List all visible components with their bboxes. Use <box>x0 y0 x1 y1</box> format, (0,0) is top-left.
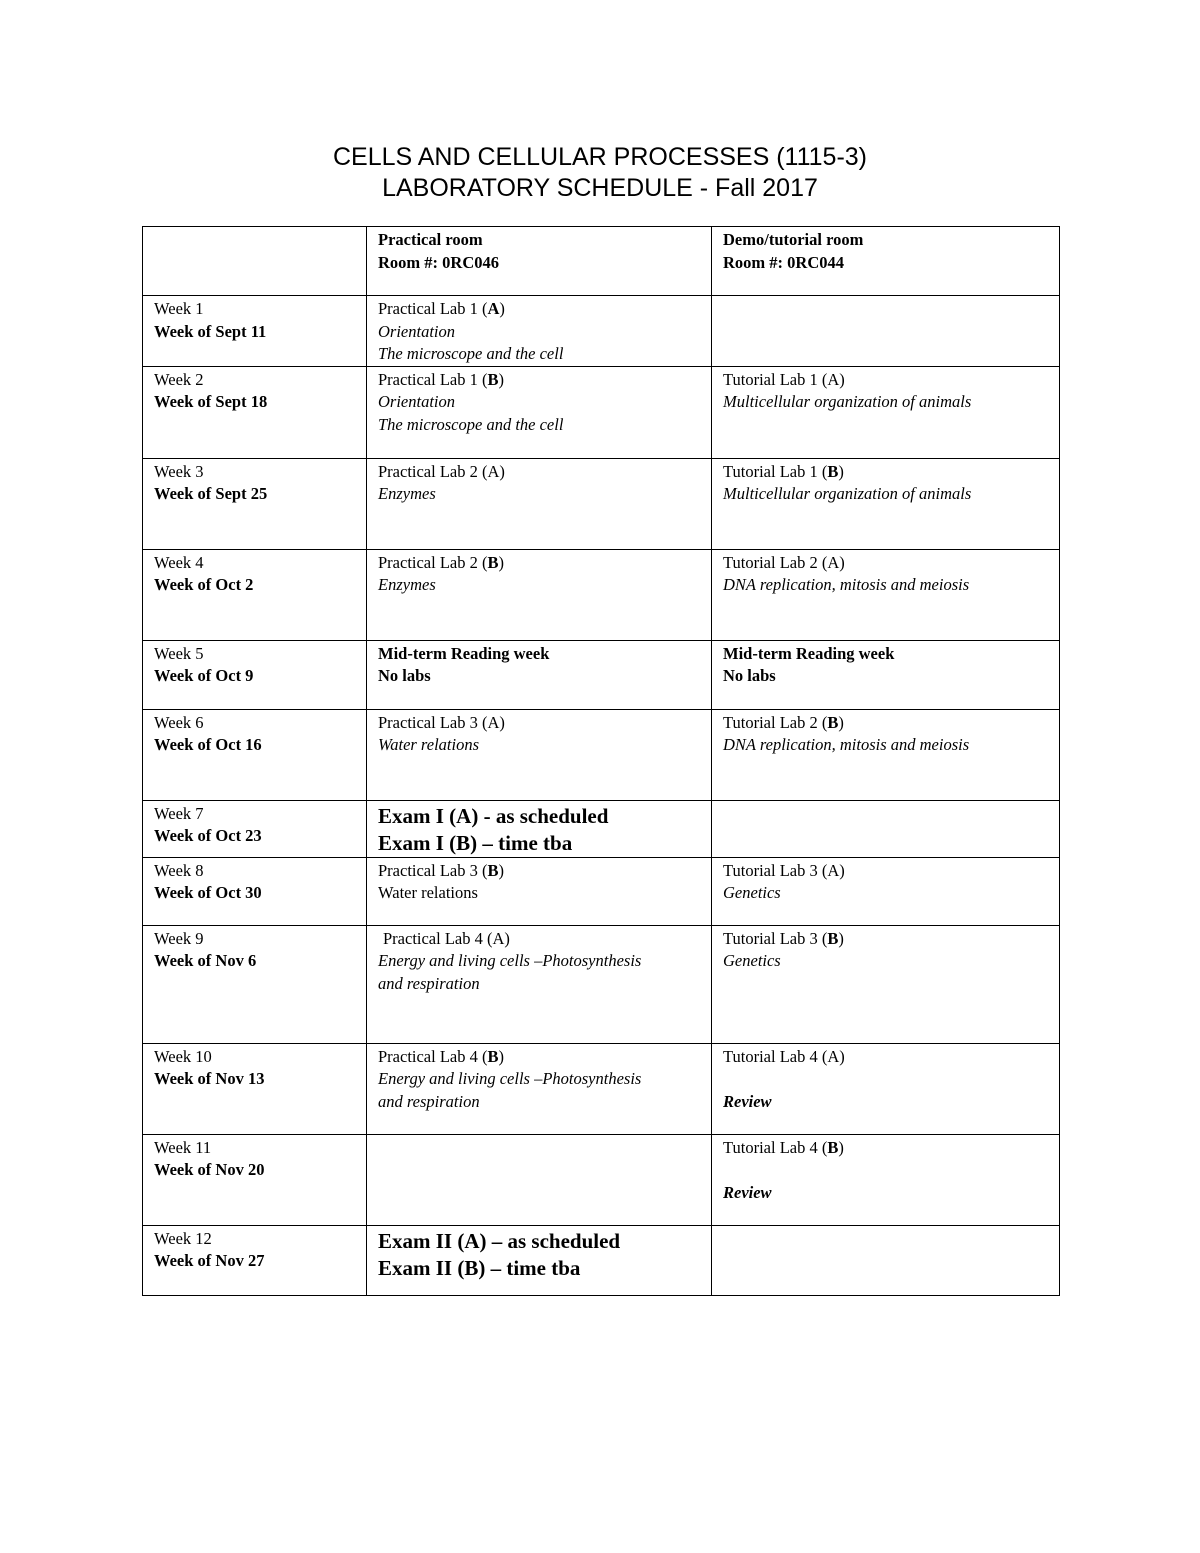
header-practical-cell <box>367 227 712 296</box>
practical-topic: Energy and living cells –Photosynthesis <box>378 1069 642 1088</box>
week-number: Week 1 <box>154 299 204 318</box>
practical-topic: Orientation <box>378 321 455 341</box>
practical-lab-label: Practical Lab 2 (B) <box>378 552 505 572</box>
week-number: Week 10 <box>154 1046 212 1066</box>
week-number: Week 2 <box>154 369 204 389</box>
tutorial-lab-label: Tutorial Lab 3 (B) <box>723 928 844 948</box>
practical-cell <box>367 458 712 549</box>
practical-topic: Enzymes <box>378 575 436 594</box>
week-cell <box>143 549 367 640</box>
schedule-table <box>142 226 1060 1296</box>
table-row <box>143 458 1060 549</box>
table-row <box>143 640 1060 709</box>
exam-line-2: Exam II (B) – time tba <box>378 1255 581 1280</box>
practical-cell <box>367 549 712 640</box>
table-row <box>143 296 1060 367</box>
table-row <box>143 1134 1060 1225</box>
practical-topic: Energy and living cells –Photosynthesis <box>378 951 642 970</box>
week-number: Week 9 <box>154 928 204 948</box>
practical-lab-label: Practical Lab 1 (B) <box>378 369 505 389</box>
practical-lab-label: Practical Lab 4 (A) <box>383 928 510 948</box>
spacer <box>723 1159 1049 1182</box>
tutorial-cell <box>712 925 1060 1043</box>
tutorial-topic: Genetics <box>723 883 781 902</box>
week-of: Week of Nov 20 <box>154 1160 265 1179</box>
practical-topic-2: and respiration <box>378 1091 480 1111</box>
header-tutorial-cell <box>712 227 1060 296</box>
spacer <box>723 1068 1049 1091</box>
practical-lab-label: Practical Lab 3 (B) <box>378 860 505 880</box>
tutorial-cell <box>712 458 1060 549</box>
week-cell <box>143 1134 367 1225</box>
week-cell <box>143 925 367 1043</box>
week-cell <box>143 1043 367 1134</box>
tutorial-cell <box>712 640 1060 709</box>
practical-topic-2: The microscope and the cell <box>378 344 564 363</box>
header-blank-cell <box>143 227 367 296</box>
week-of: Week of Oct 23 <box>154 826 262 845</box>
tutorial-topic: Multicellular organization of animals <box>723 392 972 411</box>
practical-lab-label: Practical Lab 1 (A) <box>378 299 505 318</box>
practical-topic: Enzymes <box>378 484 436 503</box>
tutorial-topic: DNA replication, mitosis and meiosis <box>723 735 970 754</box>
table-row <box>143 800 1060 857</box>
tutorial-room-name: Demo/tutorial room <box>723 230 864 249</box>
document-subtitle: LABORATORY SCHEDULE - Fall 2017 <box>382 174 818 202</box>
week-number: Week 3 <box>154 461 204 481</box>
tutorial-cell <box>712 1043 1060 1134</box>
practical-topic-2: and respiration <box>378 973 480 993</box>
tutorial-lab-label: Tutorial Lab 4 (A) <box>723 1046 845 1066</box>
practical-cell <box>367 1225 712 1295</box>
no-labs-label: No labs <box>723 666 776 685</box>
tutorial-topic: Genetics <box>723 951 781 970</box>
tutorial-cell <box>712 1134 1060 1225</box>
practical-cell <box>367 296 712 367</box>
week-number: Week 4 <box>154 552 204 572</box>
no-labs-label: No labs <box>378 666 431 685</box>
exam-line-1: Exam I (A) - as scheduled <box>378 803 609 828</box>
tutorial-lab-label: Tutorial Lab 3 (A) <box>723 860 845 880</box>
exam-line-1: Exam II (A) – as scheduled <box>378 1228 621 1253</box>
table-row <box>143 709 1060 800</box>
week-of: Week of Oct 16 <box>154 735 262 754</box>
practical-topic-2: The microscope and the cell <box>378 414 564 434</box>
week-of: Week of Nov 27 <box>154 1251 265 1270</box>
practical-topic: Orientation <box>378 392 455 411</box>
week-cell <box>143 458 367 549</box>
reading-week-label: Mid-term Reading week <box>378 643 550 663</box>
week-cell <box>143 800 367 857</box>
document-title: CELLS AND CELLULAR PROCESSES (1115-3) <box>332 143 867 171</box>
practical-cell <box>367 640 712 709</box>
table-row <box>143 366 1060 458</box>
table-header-row <box>143 227 1060 296</box>
week-of: Week of Sept 11 <box>154 321 267 341</box>
table-row <box>143 857 1060 925</box>
practical-cell <box>367 366 712 458</box>
practical-topic: Water relations <box>378 883 478 902</box>
practical-lab-label: Practical Lab 4 (B) <box>378 1046 505 1066</box>
week-cell <box>143 709 367 800</box>
practical-room-number: Room #: 0RC046 <box>378 252 499 272</box>
week-of: Week of Nov 13 <box>154 1069 265 1088</box>
practical-cell <box>367 857 712 925</box>
review-label: Review <box>723 1091 772 1111</box>
tutorial-topic: Multicellular organization of animals <box>723 484 972 503</box>
tutorial-room-number: Room #: 0RC044 <box>723 252 844 272</box>
tutorial-topic: DNA replication, mitosis and meiosis <box>723 575 970 594</box>
table-row <box>143 549 1060 640</box>
week-cell <box>143 366 367 458</box>
week-of: Week of Sept 18 <box>154 392 268 411</box>
practical-lab-label: Practical Lab 3 (A) <box>378 712 505 732</box>
practical-cell <box>367 1043 712 1134</box>
practical-cell <box>367 925 712 1043</box>
week-cell <box>143 1225 367 1295</box>
practical-room-name: Practical room <box>378 230 483 249</box>
tutorial-cell <box>712 709 1060 800</box>
week-number: Week 5 <box>154 643 204 663</box>
practical-lab-label: Practical Lab 2 (A) <box>378 461 505 481</box>
review-label: Review <box>723 1182 772 1202</box>
tutorial-lab-label: Tutorial Lab 2 (A) <box>723 552 845 572</box>
week-number: Week 8 <box>154 860 204 880</box>
tutorial-lab-label: Tutorial Lab 1 (A) <box>723 369 845 389</box>
week-of: Week of Oct 2 <box>154 575 254 594</box>
table-row <box>143 1043 1060 1134</box>
tutorial-lab-label: Tutorial Lab 1 (B) <box>723 461 844 481</box>
tutorial-lab-label: Tutorial Lab 2 (B) <box>723 712 844 732</box>
tutorial-lab-label: Tutorial Lab 4 (B) <box>723 1137 844 1157</box>
practical-cell <box>367 709 712 800</box>
practical-cell <box>367 800 712 857</box>
tutorial-cell <box>712 549 1060 640</box>
tutorial-cell <box>712 1225 1060 1295</box>
practical-cell <box>367 1134 712 1225</box>
tutorial-cell <box>712 366 1060 458</box>
week-cell <box>143 640 367 709</box>
table-row <box>143 1225 1060 1295</box>
week-number: Week 11 <box>154 1137 212 1157</box>
week-of: Week of Oct 30 <box>154 883 262 902</box>
reading-week-label: Mid-term Reading week <box>723 643 895 663</box>
tutorial-cell <box>712 800 1060 857</box>
week-of: Week of Oct 9 <box>154 666 254 685</box>
tutorial-cell <box>712 296 1060 367</box>
week-cell <box>143 857 367 925</box>
exam-line-2: Exam I (B) – time tba <box>378 830 573 855</box>
table-row <box>143 925 1060 1043</box>
tutorial-cell <box>712 857 1060 925</box>
week-number: Week 6 <box>154 712 204 732</box>
week-of: Week of Sept 25 <box>154 484 268 503</box>
week-number: Week 12 <box>154 1228 212 1248</box>
week-cell <box>143 296 367 367</box>
week-number: Week 7 <box>154 803 204 823</box>
week-of: Week of Nov 6 <box>154 951 257 970</box>
practical-topic: Water relations <box>378 735 479 754</box>
